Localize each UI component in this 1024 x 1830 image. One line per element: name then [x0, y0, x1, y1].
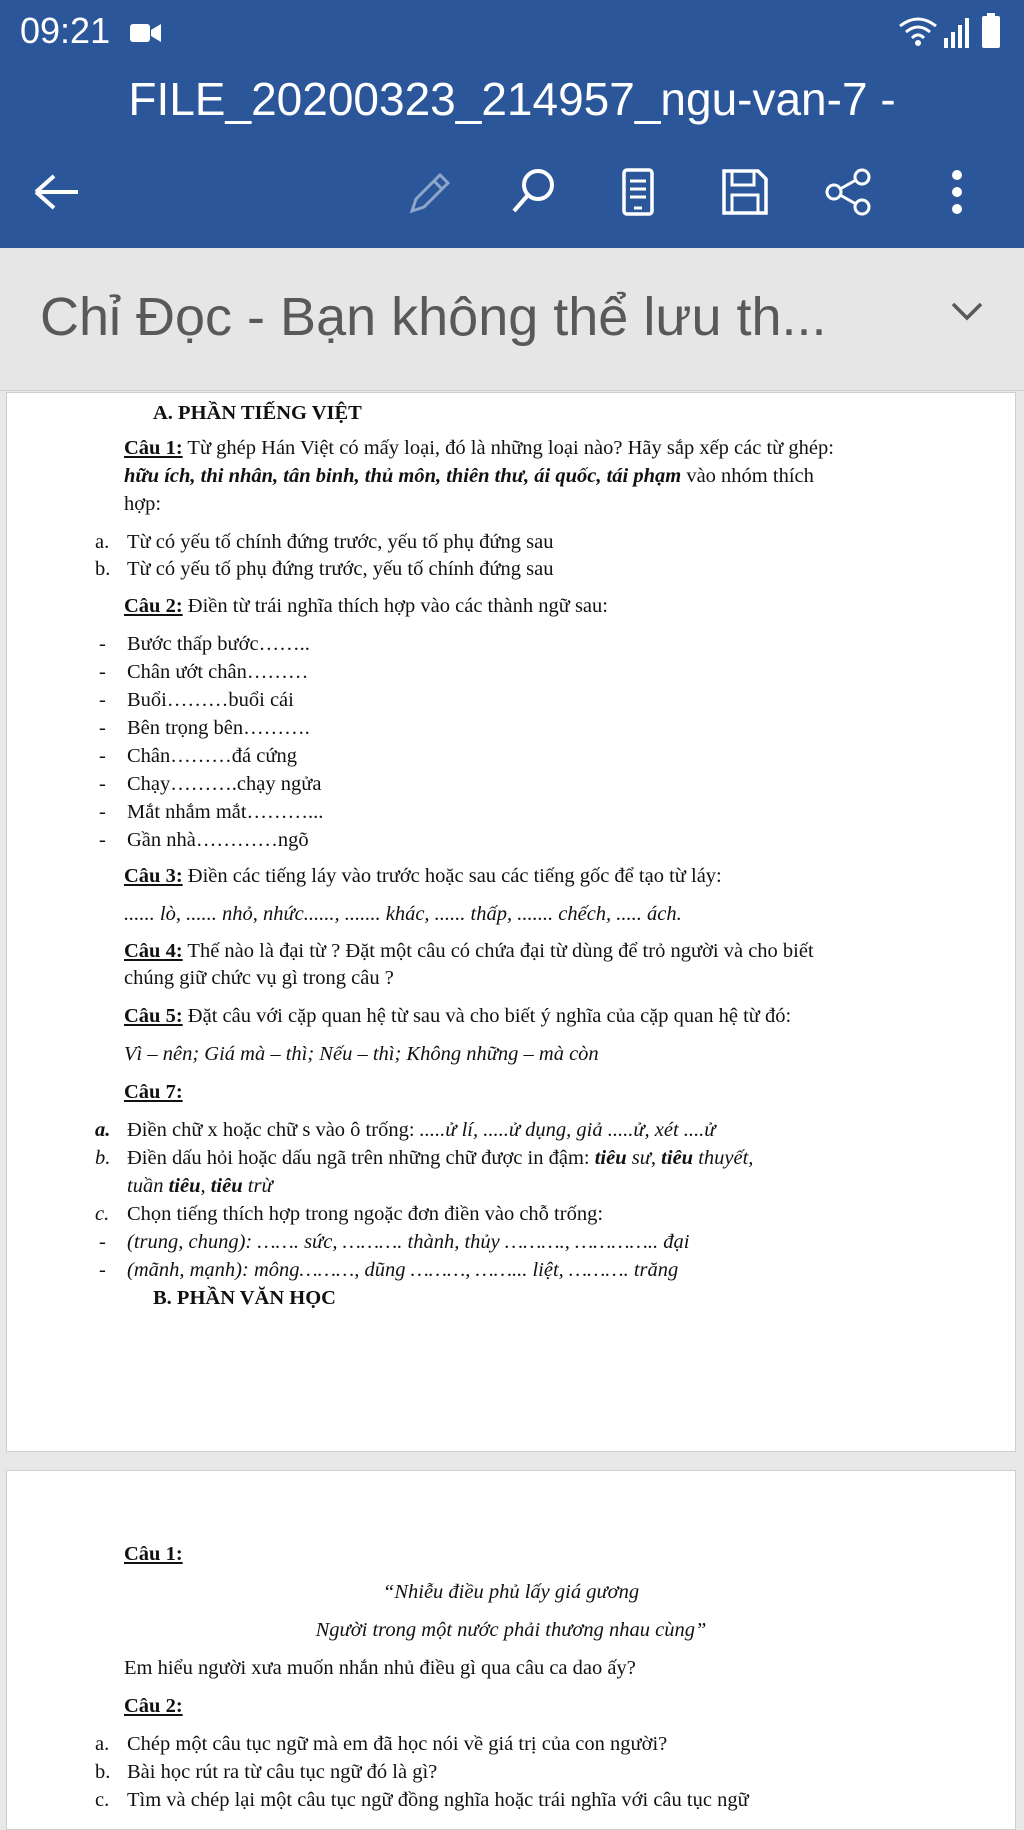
battery-icon [982, 13, 1000, 48]
status-time: 09:21 [20, 10, 111, 51]
document-page-2 [6, 1470, 1016, 1830]
question-4-text2: chúng giữ chức vụ gì trong câu ? [124, 967, 394, 989]
search-button[interactable] [498, 160, 568, 224]
p2-question-1-label: Câu 1: [124, 1543, 183, 1565]
read-only-banner[interactable] [0, 248, 1024, 391]
edit-button[interactable] [394, 160, 464, 224]
system-icons [898, 12, 1006, 57]
question-1-label: Câu 1: [124, 437, 183, 459]
list-item: a. Chép một câu tục ngữ mà em đã học nói về giá trị của con người? [95, 1733, 668, 1755]
question-1-text3: hợp: [124, 493, 162, 515]
more-vertical-icon [947, 167, 967, 217]
status-bar [0, 0, 1024, 62]
share-button[interactable] [814, 160, 884, 224]
save-icon [720, 167, 770, 217]
verse-line-2: Người trong một nước phải thương nhau cùng” [315, 1619, 707, 1641]
mobile-view-button[interactable] [603, 160, 673, 224]
question-3-fill: ...... lò, ...... nhỏ, nhức......, ....... khác, ...... thấp, ....... chếch, ..... ách. [124, 903, 682, 925]
list-item: - Bước thấp bước…….. [99, 633, 310, 655]
section-a-heading: A. PHẦN TIẾNG VIỆT [153, 402, 362, 424]
list-item: a. Từ có yếu tố chính đứng trước, yếu tố phụ đứng sau [95, 531, 554, 553]
question-7-label: Câu 7: [124, 1081, 183, 1103]
list-item: - Buổi………buổi cái [99, 689, 294, 711]
question-1-text: Từ ghép Hán Việt có mấy loại, đó là những loại nào? Hãy sắp xếp các từ ghép: [182, 437, 834, 459]
list-item: - Bên trọng bên………. [99, 717, 310, 739]
question-4: Câu 4: Thế nào là đại từ ? Đặt một câu có chứa đại từ dùng để trỏ người và cho biết [124, 940, 814, 962]
question-7-b-cont: tuần tiêu, tiêu trừ [127, 1175, 273, 1197]
p2-question-1-text: Em hiểu người xưa muốn nhắn nhủ điều gì qua câu ca dao ấy? [124, 1657, 636, 1679]
list-item: - Gần nhà…………ngõ [99, 829, 309, 851]
question-7-a: a. Điền chữ x hoặc chữ s vào ô trống: .....ử lí, .....ử dụng, giả .....ử, xét ....ử [95, 1119, 716, 1141]
question-1-bold-words: hữu ích, thi nhân, tân binh, thủ môn, thiên thư, ái quốc, tái phạm [124, 465, 682, 487]
list-item: - Chạy……….chạy ngửa [99, 773, 322, 795]
p2-question-2-label: Câu 2: [124, 1695, 183, 1717]
question-1 [124, 435, 834, 462]
wifi-icon [900, 19, 936, 38]
list-item: b. Bài học rút ra từ câu tục ngữ đó là gì? [95, 1761, 438, 1783]
question-2: Câu 2: Điền từ trái nghĩa thích hợp vào các thành ngữ sau: [124, 595, 608, 617]
question-3: Câu 3: Điền các tiếng láy vào trước hoặc sau các tiếng gốc để tạo từ láy: [124, 865, 722, 887]
question-7-b: b. Điền dấu hỏi hoặc dấu ngã trên những chữ được in đậm: tiêu sư, tiêu thuyết, [95, 1147, 754, 1169]
save-button[interactable] [710, 160, 780, 224]
question-1-text2: vào nhóm thích [681, 465, 814, 487]
question-1-words [124, 463, 814, 490]
verse-line-1: “Nhiễu điều phủ lấy giá gương [382, 1581, 640, 1603]
share-icon [824, 167, 874, 217]
chevron-down-icon[interactable] [950, 300, 984, 327]
list-item: - (trung, chung): ……. sức, ………. thành, thủy ………., ………….. đại [99, 1231, 690, 1253]
list-item: c. Tìm và chép lại một câu tục ngữ đồng nghĩa hoặc trái nghĩa với câu tục ngữ [95, 1789, 749, 1811]
section-b-heading: B. PHẦN VĂN HỌC [153, 1287, 336, 1309]
document-page-1 [6, 392, 1016, 1452]
video-camera-icon [130, 22, 162, 49]
question-5-pairs: Vì – nên; Giá mà – thì; Nếu – thì; Không những – mà còn [124, 1043, 599, 1065]
file-title: FILE_20200323_214957_ngu-van-7 - [128, 73, 896, 125]
list-item: - Chân………đá cứng [99, 745, 297, 767]
more-options-button[interactable] [922, 160, 992, 224]
read-only-message: Chỉ Đọc - Bạn không thể lưu th... [40, 287, 827, 347]
back-button[interactable] [22, 160, 92, 224]
pencil-icon [404, 167, 454, 217]
mobile-view-icon [618, 167, 658, 217]
list-item: b. Từ có yếu tố phụ đứng trước, yếu tố chính đứng sau [95, 558, 554, 580]
back-arrow-icon [32, 172, 82, 212]
question-7-c: c. Chọn tiếng thích hợp trong ngoặc đơn điền vào chỗ trống: [95, 1203, 604, 1225]
list-item: - (mãnh, mạnh): mông………, dũng ………, ……... liệt, ………. trăng [99, 1259, 679, 1281]
question-5: Câu 5: Đặt câu với cặp quan hệ từ sau và cho biết ý nghĩa của cặp quan hệ từ đó: [124, 1005, 792, 1027]
signal-icon [944, 18, 969, 48]
list-item: - Mắt nhắm mắt………... [99, 801, 324, 823]
list-item: - Chân ướt chân……… [99, 661, 309, 683]
app-bar [0, 0, 1024, 248]
toolbar [0, 160, 1024, 224]
search-icon [508, 167, 558, 217]
